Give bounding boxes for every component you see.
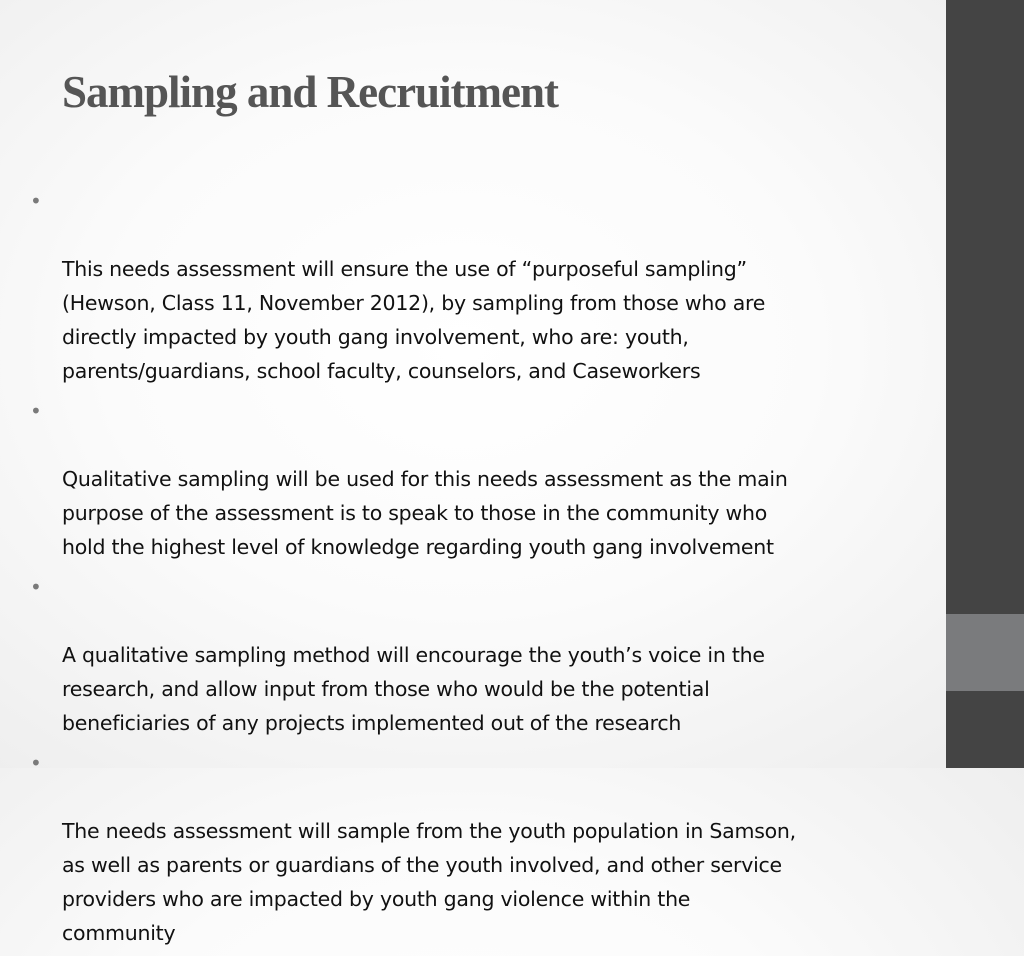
bullet-icon: •	[30, 399, 42, 423]
sidebar-accent-block	[946, 614, 1024, 691]
bullet-item	[30, 746, 910, 950]
bullet-text: Qualitative sampling will be used for this needs assessment as the main purpose of the assessment is to speak to those in the community who hold the highest level of knowledge regarding youth gang involvement	[62, 467, 788, 559]
bullet-item	[30, 184, 910, 388]
bullet-text: This needs assessment will ensure the use of “purposeful sampling” (Hewson, Class 11, November 2012), by sampling from those who are directly impacted by youth gang involvement, who are: youth, parents/guardians, school faculty, counselors, and Caseworkers	[62, 257, 766, 383]
bullet-list	[30, 184, 910, 956]
slide-title: Sampling and Recruitment	[62, 67, 559, 117]
bullet-item	[30, 570, 910, 740]
bullet-item	[30, 394, 910, 564]
bullet-icon: •	[30, 575, 42, 599]
bullet-text: The needs assessment will sample from the youth population in Samson, as well as parents or guardians of the youth involved, and other service providers who are impacted by youth gang violence within the community	[62, 819, 796, 945]
bullet-text: A qualitative sampling method will encourage the youth’s voice in the research, and allow input from those who would be the potential beneficiaries of any projects implemented out of the research	[62, 643, 765, 735]
decorative-sidebar	[946, 0, 1024, 768]
bullet-icon: •	[30, 751, 42, 775]
bullet-icon: •	[30, 189, 42, 213]
